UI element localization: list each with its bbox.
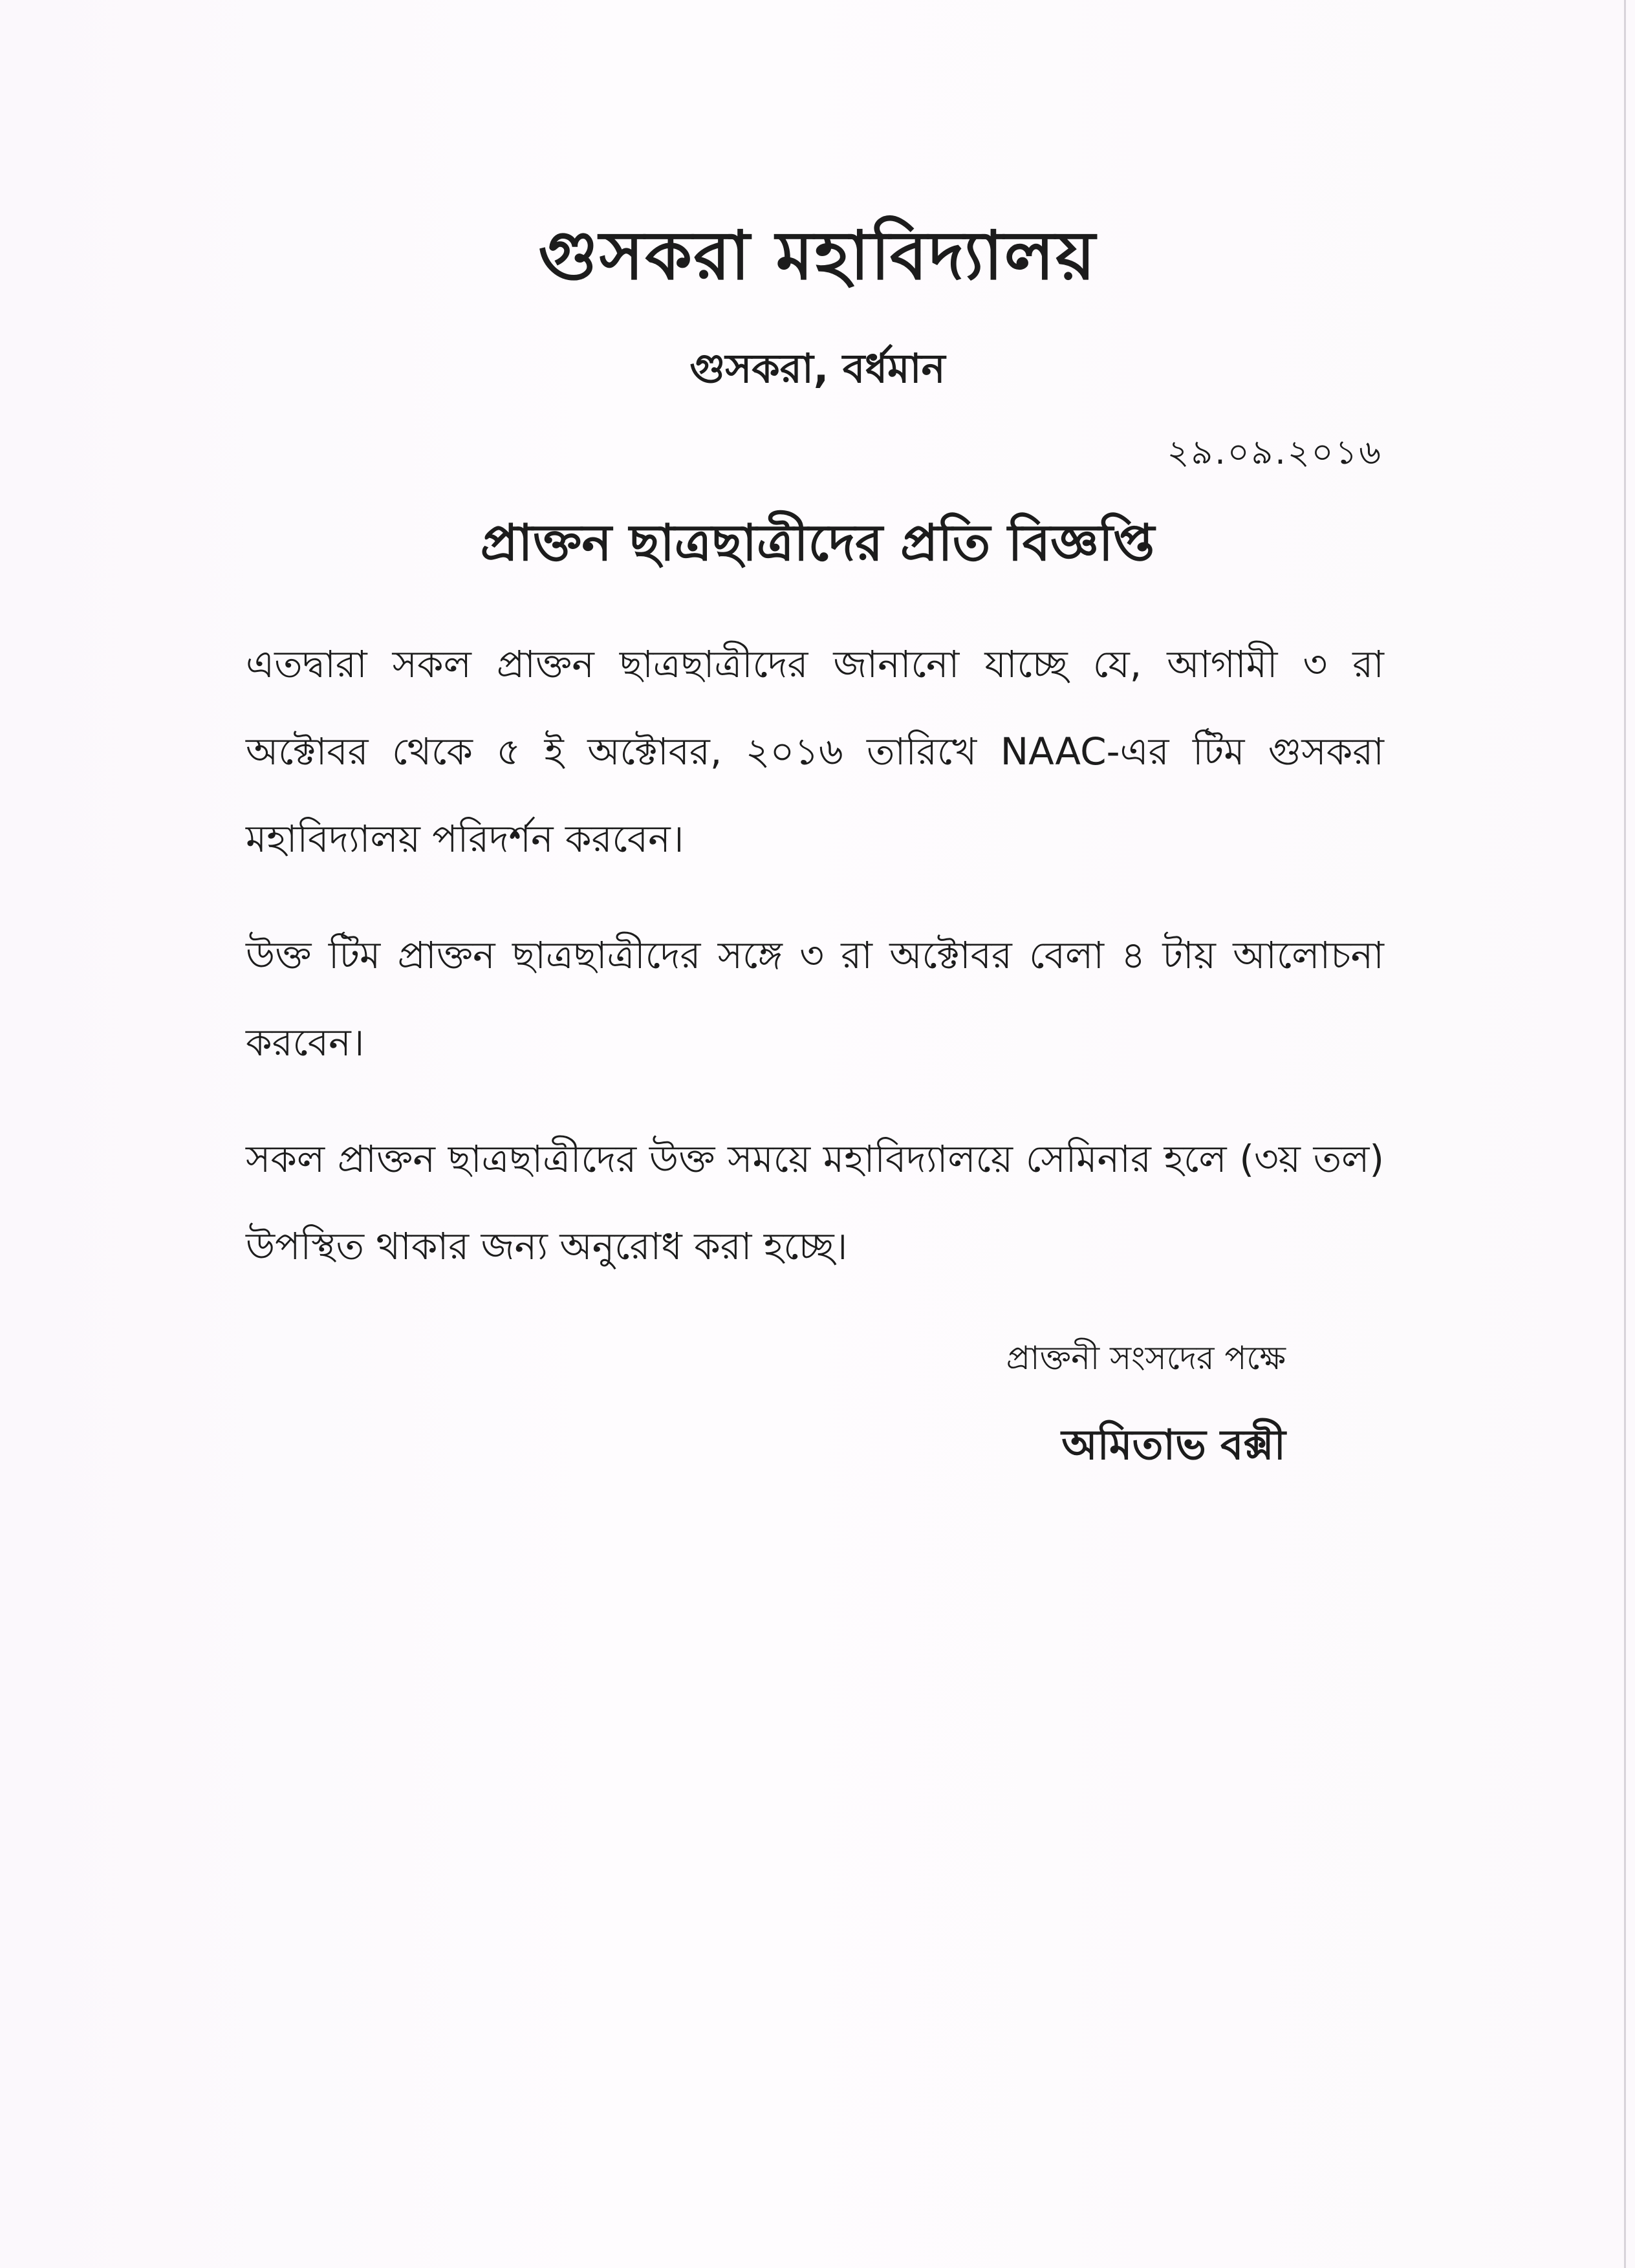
notice-paragraph-1: এতদ্বারা সকল প্রাক্তন ছাত্রছাত্রীদের জানানো যাচ্ছে যে, আগামী ৩ রা অক্টোবর থেকে ৫ ই অক্টোবর, ২০১৬ তারিখে NAAC-এর টিম গুসকরা মহাবিদ্যালয় পরিদর্শন করবেন।: [246, 642, 1384, 861]
signature-name: অমিতাভ বক্সী: [1061, 1421, 1286, 1469]
notice-body: [246, 621, 1384, 1319]
notice-heading: প্রাক্তন ছাত্রছাত্রীদের প্রতি বিজ্ঞপ্তি: [480, 514, 1155, 572]
notice-paragraph-2: উক্ত টিম প্রাক্তন ছাত্রছাত্রীদের সঙ্গে ৩ রা অক্টোবর বেলা ৪ টায় আলোচনা করবেন।: [246, 933, 1384, 1064]
notice-date: ২৯.০৯.২০১৬: [1167, 433, 1383, 472]
signature-block: [1006, 1326, 1286, 1487]
college-location: গুসকরা, বর্ধমান: [689, 345, 946, 392]
notice-paragraph-3: সকল প্রাক্তন ছাত্রছাত্রীদের উক্ত সময়ে মহাবিদ্যালয়ে সেমিনার হলে (৩য় তল) উপস্থিত থাকার জন্য অনুরোধ করা হচ্ছে।: [246, 1137, 1384, 1268]
signature-organization: প্রাক্তনী সংসদের পক্ষে: [1006, 1339, 1286, 1377]
college-name: গুসকরা মহাবিদ্যালয়: [538, 216, 1097, 295]
